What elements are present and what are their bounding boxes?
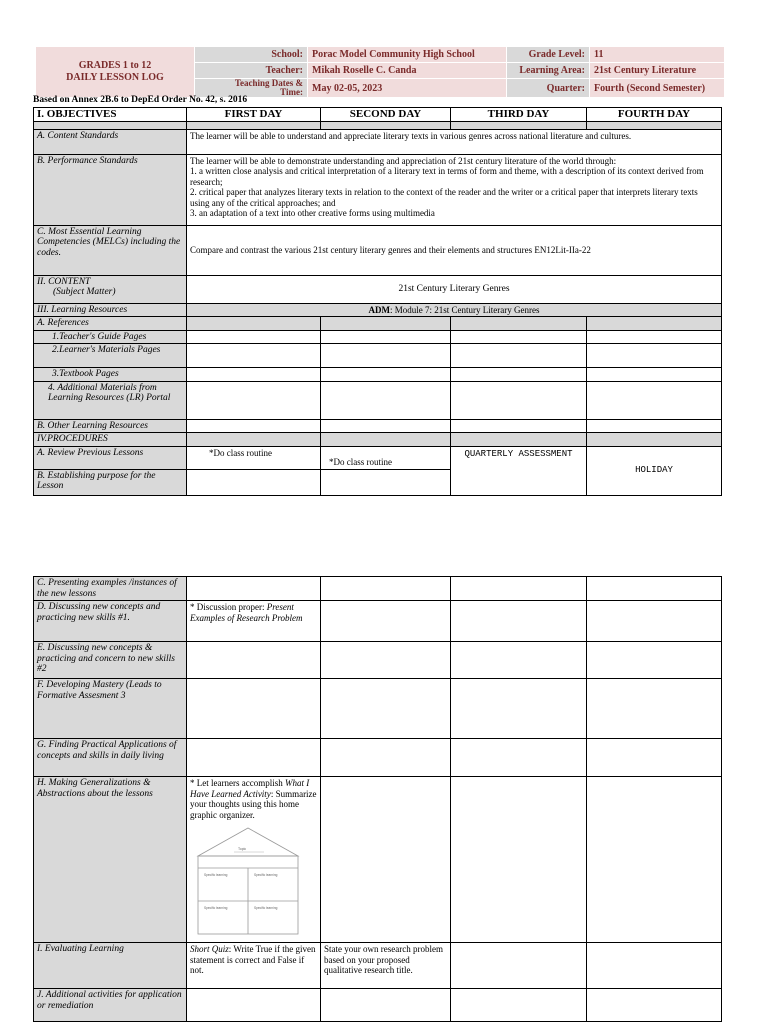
references-label: A. References <box>34 317 187 331</box>
cell <box>587 368 722 382</box>
discussion-topic: Present Examples of Research Problem <box>190 602 303 623</box>
annex-note: Based on Annex 2B.6 to DepEd Order No. 42, s. 2016 <box>33 95 248 105</box>
learning-area-label: Learning Area: <box>507 63 590 79</box>
cell <box>321 739 451 777</box>
content-label-line-2: (Subject Matter) <box>53 287 116 297</box>
resources-module: : Module 7: 21st Century Literary Genres <box>390 304 540 315</box>
objectives-header: I. OBJECTIVES <box>34 108 187 122</box>
lesson-log-table <box>33 107 722 496</box>
cell <box>321 577 451 601</box>
discussing-2-label: E. Discussing new concepts & practicing and concern to new skills #2 <box>34 642 187 679</box>
review-day3-quarterly-assessment: QUARTERLY ASSESSMENT <box>451 446 587 495</box>
house-box-label: Specific learning <box>254 873 278 877</box>
cell <box>451 577 587 601</box>
cell <box>451 330 587 344</box>
performance-standards-label: B. Performance Standards <box>34 154 187 225</box>
teacher-value: Mikah Roselle C. Canda <box>308 63 507 79</box>
cell <box>451 777 587 943</box>
cell <box>321 601 451 642</box>
generalization-instructions: : Summarize your thoughts using this home graphic organizer. <box>190 788 317 820</box>
first-day-header: FIRST DAY <box>187 108 321 122</box>
short-quiz-instructions: : Write True if the given statement is correct and False if not. <box>190 944 316 975</box>
cell <box>321 330 451 344</box>
discussing-1-day1 <box>187 601 321 642</box>
cell <box>451 642 587 679</box>
cell <box>587 344 722 368</box>
performance-standards-text <box>187 154 722 225</box>
teachers-guide-label: 1.Teacher's Guide Pages <box>34 330 187 344</box>
cell <box>321 679 451 739</box>
second-day-header: SECOND DAY <box>321 108 451 122</box>
performance-standard-3: 3. an adaptation of a text into other creative forms using multimedia <box>190 208 435 218</box>
review-day2: *Do class routine <box>321 446 451 469</box>
generalization-activity: What I Have Learned Activity <box>190 778 310 799</box>
references-cell <box>451 317 587 331</box>
quarter-value: Fourth (Second Semester) <box>590 79 725 98</box>
review-day1: *Do class routine <box>187 446 321 469</box>
cell <box>187 368 321 382</box>
cell <box>451 344 587 368</box>
cell <box>187 469 321 495</box>
house-box-label: Specific learning <box>204 873 228 877</box>
cell <box>321 368 451 382</box>
cell <box>451 601 587 642</box>
cell <box>321 777 451 943</box>
discussion-prefix: * Discussion proper: <box>190 602 267 612</box>
dates-value: May 02-05, 2023 <box>308 79 507 98</box>
spacer-cell <box>34 121 187 129</box>
resources-adm: ADM <box>368 304 391 315</box>
cell <box>187 577 321 601</box>
cell <box>187 679 321 739</box>
cell <box>587 330 722 344</box>
school-value: Porac Model Community High School <box>308 47 507 63</box>
cell <box>321 989 451 1022</box>
evaluating-label: I. Evaluating Learning <box>34 943 187 989</box>
cell <box>587 642 722 679</box>
content-label <box>34 275 187 303</box>
grade-level-value: 11 <box>590 47 725 63</box>
cell <box>451 419 587 433</box>
fourth-day-header: FOURTH DAY <box>587 108 722 122</box>
house-topic-label: Topic <box>238 847 247 851</box>
cell <box>451 679 587 739</box>
dates-label-1: Teaching Dates & <box>234 78 303 88</box>
spacer-cell <box>321 121 451 129</box>
cell <box>187 739 321 777</box>
performance-standard-1: 1. a written close analysis and critical interpretation of a literary text in terms of form and theme, with a description of its context derived from research; <box>190 166 704 187</box>
cell <box>321 469 451 495</box>
discussing-1-label: D. Discussing new concepts and practicing new skills #1. <box>34 601 187 642</box>
header-table <box>35 46 725 98</box>
short-quiz-label: Short Quiz <box>190 944 229 954</box>
cell <box>187 381 321 419</box>
spacer-cell <box>587 121 722 129</box>
title-line-1: GRADES 1 to 12 <box>78 60 152 71</box>
house-box-label: Specific learning <box>204 906 228 910</box>
grade-level-label: Grade Level: <box>507 47 590 63</box>
cell <box>321 419 451 433</box>
cell <box>587 577 722 601</box>
evaluating-day1 <box>187 943 321 989</box>
procedures-cell <box>321 433 451 447</box>
purpose-label: B. Establishing purpose for the Lesson <box>34 469 187 495</box>
melcs-label: C. Most Essential Learning Competencies (MELCs) including the codes. <box>34 225 187 275</box>
cell <box>587 381 722 419</box>
cell <box>187 642 321 679</box>
cell <box>587 777 722 943</box>
house-organizer-drawing <box>194 826 302 936</box>
review-day4-holiday: HOLIDAY <box>587 446 722 495</box>
content-standards-text: The learner will be able to understand and appreciate literary texts in various genres across national literature and cultures. <box>187 129 722 154</box>
performance-standard-2: 2. critical paper that analyzes literary texts in relation to the context of the reader and the writer or a critical paper that interprets literary texts using any of the critical approaches; and <box>190 187 698 208</box>
references-cell <box>321 317 451 331</box>
house-box-label: Specific learning <box>254 906 278 910</box>
house-graphic-organizer <box>194 826 317 939</box>
cell <box>321 381 451 419</box>
log-title <box>36 47 195 98</box>
lesson-log-table-continued <box>33 576 722 1022</box>
cell <box>587 739 722 777</box>
content-label-line-1: II. CONTENT <box>37 276 91 287</box>
presenting-label: C. Presenting examples /instances of the new lessons <box>34 577 187 601</box>
generalization-label: H. Making Generalizations & Abstractions about the lessons <box>34 777 187 943</box>
third-day-header: THIRD DAY <box>451 108 587 122</box>
content-text: 21st Century Literary Genres <box>187 275 722 303</box>
cell <box>187 419 321 433</box>
cell <box>587 601 722 642</box>
learners-materials-label: 2.Learner's Materials Pages <box>34 344 187 368</box>
dates-label-2: Time: <box>280 87 303 97</box>
cell <box>321 642 451 679</box>
practical-label: G. Finding Practical Applications of concepts and skills in daily living <box>34 739 187 777</box>
references-cell <box>587 317 722 331</box>
other-resources-label: B. Other Learning Resources <box>34 419 187 433</box>
generalization-intro: * Let learners accomplish <box>190 778 283 788</box>
cell <box>451 943 587 989</box>
cell <box>451 989 587 1022</box>
teacher-label: Teacher: <box>195 63 308 79</box>
performance-standard-intro: The learner will be able to demonstrate understanding and appreciation of 21st century literature of the world through: <box>190 155 617 166</box>
cell <box>587 989 722 1022</box>
learning-resources-label: III. Learning Resources <box>34 303 187 317</box>
cell <box>187 344 321 368</box>
cell <box>587 419 722 433</box>
lr-portal-label: 4. Additional Materials from Learning Resources (LR) Portal <box>34 381 187 419</box>
spacer-cell <box>451 121 587 129</box>
title-line-2: DAILY LESSON LOG <box>66 72 164 83</box>
textbook-pages-label: 3.Textbook Pages <box>34 368 187 382</box>
content-standards-label: A. Content Standards <box>34 129 187 154</box>
additional-activities-label: J. Additional activities for application or remediation <box>34 989 187 1022</box>
review-label: A. Review Previous Lessons <box>34 446 187 469</box>
evaluating-day2: State your own research problem based on your proposed qualitative research title. <box>321 943 451 989</box>
cell <box>451 739 587 777</box>
school-label: School: <box>195 47 308 63</box>
references-cell <box>187 317 321 331</box>
cell <box>587 679 722 739</box>
cell <box>187 989 321 1022</box>
cell <box>451 368 587 382</box>
generalization-day1 <box>187 777 321 943</box>
learning-area-value: 21st Century Literature <box>590 63 725 79</box>
melcs-text: Compare and contrast the various 21st century literary genres and their elements and structures EN12Lit-IIa-22 <box>187 225 722 275</box>
procedures-cell <box>451 433 587 447</box>
cell <box>187 330 321 344</box>
cell <box>587 943 722 989</box>
cell <box>321 344 451 368</box>
procedures-cell <box>187 433 321 447</box>
procedures-cell <box>587 433 722 447</box>
learning-resources-text <box>187 303 722 317</box>
procedures-label: IV.PROCEDURES <box>34 433 187 447</box>
spacer-cell <box>187 121 321 129</box>
cell <box>451 381 587 419</box>
quarter-label: Quarter: <box>507 79 590 98</box>
mastery-label: F. Developing Mastery (Leads to Formative Assesment 3 <box>34 679 187 739</box>
